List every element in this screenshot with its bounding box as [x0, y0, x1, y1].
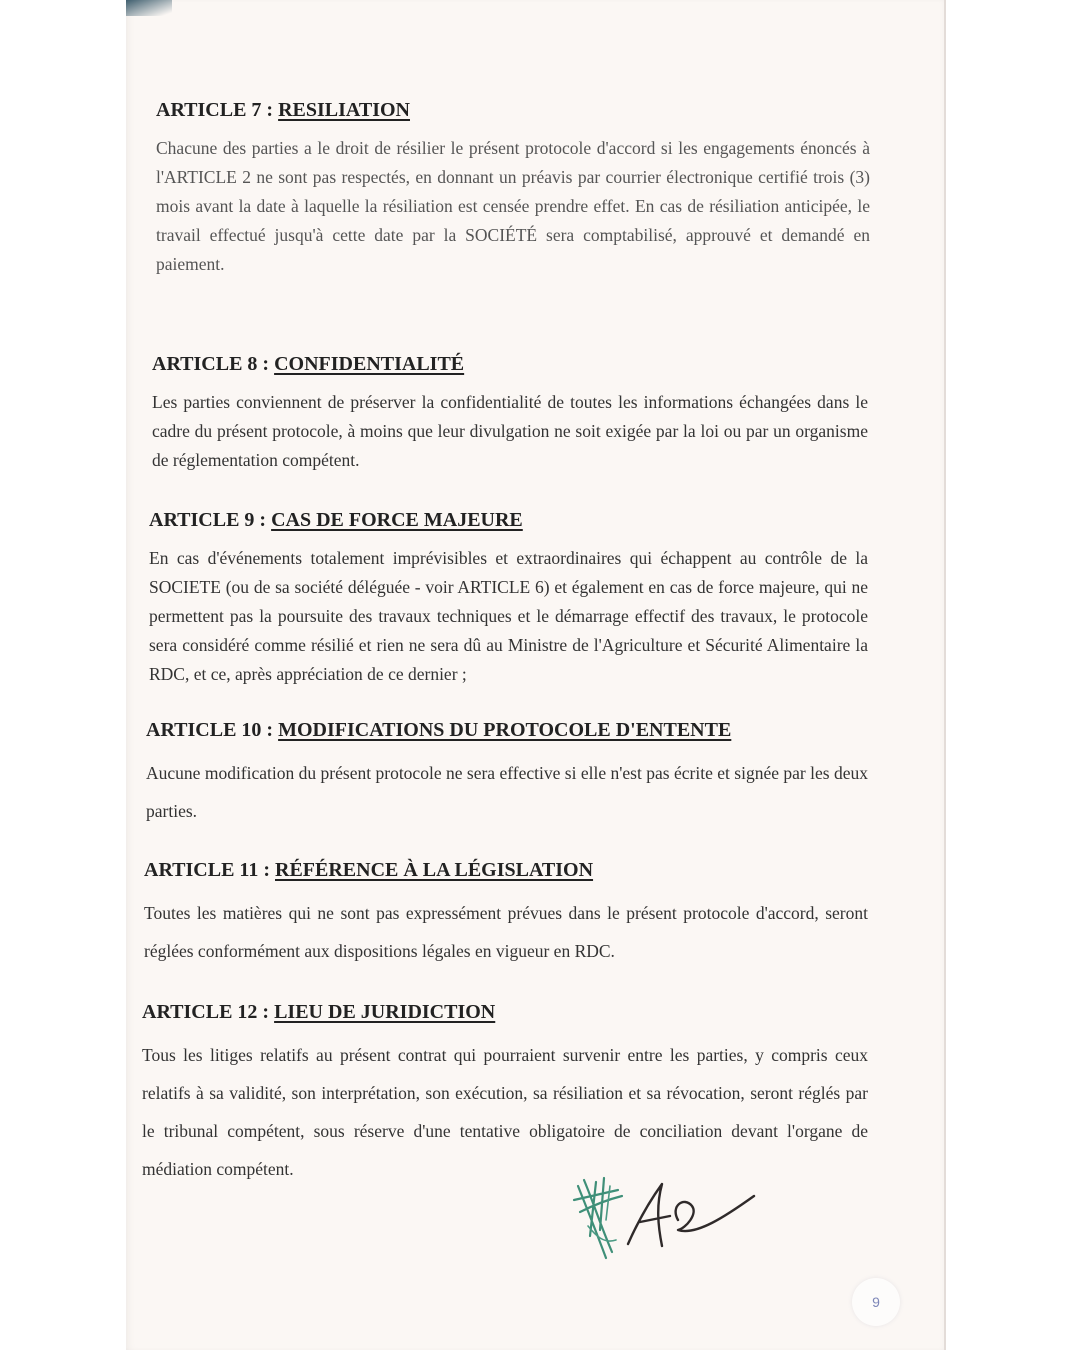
article-text: Tous les litiges relatifs au présent contrat qui pourraient survenir entre les parties, y compris ceux relatifs à sa validité, son interprétation, son exécution, sa résiliation et sa révocation, seront réglés par le tribunal compétent, sous réserve d'une tentative obligatoire de conciliation devant l'organe de médiation compétent.: [142, 1045, 868, 1179]
page-edge: [944, 0, 946, 1350]
article-heading: [149, 506, 868, 534]
article-title: CONFIDENTIALITÉ: [274, 353, 465, 375]
article-9: [149, 506, 868, 689]
article-8: [152, 350, 868, 475]
article-text: Aucune modification du présent protocole ne sera effective si elle n'est pas écrite et signée par les deux parties.: [146, 763, 868, 821]
article-text: Les parties conviennent de préserver la confidentialité de toutes les informations échangées dans le cadre du présent protocole, à moins que leur divulgation ne soit exigée par la loi ou par un organisme de réglementation compétent.: [152, 392, 868, 470]
article-title: RÉFÉRENCE À LA LÉGISLATION: [275, 859, 594, 881]
article-label: ARTICLE 8 :: [152, 353, 270, 375]
page-number: 9: [852, 1278, 900, 1326]
article-text: En cas d'événements totalement imprévisibles et extraordinaires qui échappent au contrôle de la SOCIETE (ou de sa société déléguée - voir ARTICLE 6) et également en cas de force majeure, qui ne permettent pas la poursuite des travaux techniques et le démarrage effectif des travaux, le protocole sera considéré comme résilié et rien ne sera dû au Ministre de l'Agriculture et Sécurité Alimentaire la RDC, et ce, après appréciation de ce dernier ;: [149, 548, 868, 684]
article-title: LIEU DE JURIDICTION: [274, 1001, 496, 1023]
article-label: ARTICLE 7 :: [156, 99, 274, 121]
article-heading: [156, 96, 870, 124]
article-title: MODIFICATIONS DU PROTOCOLE D'ENTENTE: [278, 719, 732, 741]
article-11: [144, 856, 868, 970]
article-heading: [146, 716, 868, 744]
article-12: [142, 998, 868, 1188]
article-label: ARTICLE 11 :: [144, 859, 270, 881]
article-heading: [152, 350, 868, 378]
article-label: ARTICLE 9 :: [149, 509, 267, 531]
page-corner-shadow: [126, 0, 172, 16]
article-10: [146, 716, 868, 830]
signature-dark-stroke: [628, 1184, 754, 1246]
article-title: RESILIATION: [278, 99, 410, 121]
article-heading: [144, 856, 868, 884]
handwritten-signature: [566, 1166, 766, 1276]
article-label: ARTICLE 12 :: [142, 1001, 270, 1023]
signature-green-stroke: [574, 1178, 622, 1258]
article-7: [156, 96, 870, 279]
article-heading: [142, 998, 868, 1026]
article-text: Chacune des parties a le droit de résilier le présent protocole d'accord si les engagements énoncés à l'ARTICLE 2 ne sont pas respectés, en donnant un préavis par courrier électronique certifié trois (3) mois avant la date à laquelle la résiliation est censée prendre effet. En cas de résiliation anticipée, le travail effectué jusqu'à cette date par la SOCIÉTÉ sera comptabilisé, approuvé et demandé en paiement.: [156, 138, 870, 274]
article-text: Toutes les matières qui ne sont pas expressément prévues dans le présent protocole d'accord, seront réglées conformément aux dispositions légales en vigueur en RDC.: [144, 903, 868, 961]
article-title: CAS DE FORCE MAJEURE: [271, 509, 523, 531]
article-label: ARTICLE 10 :: [146, 719, 274, 741]
